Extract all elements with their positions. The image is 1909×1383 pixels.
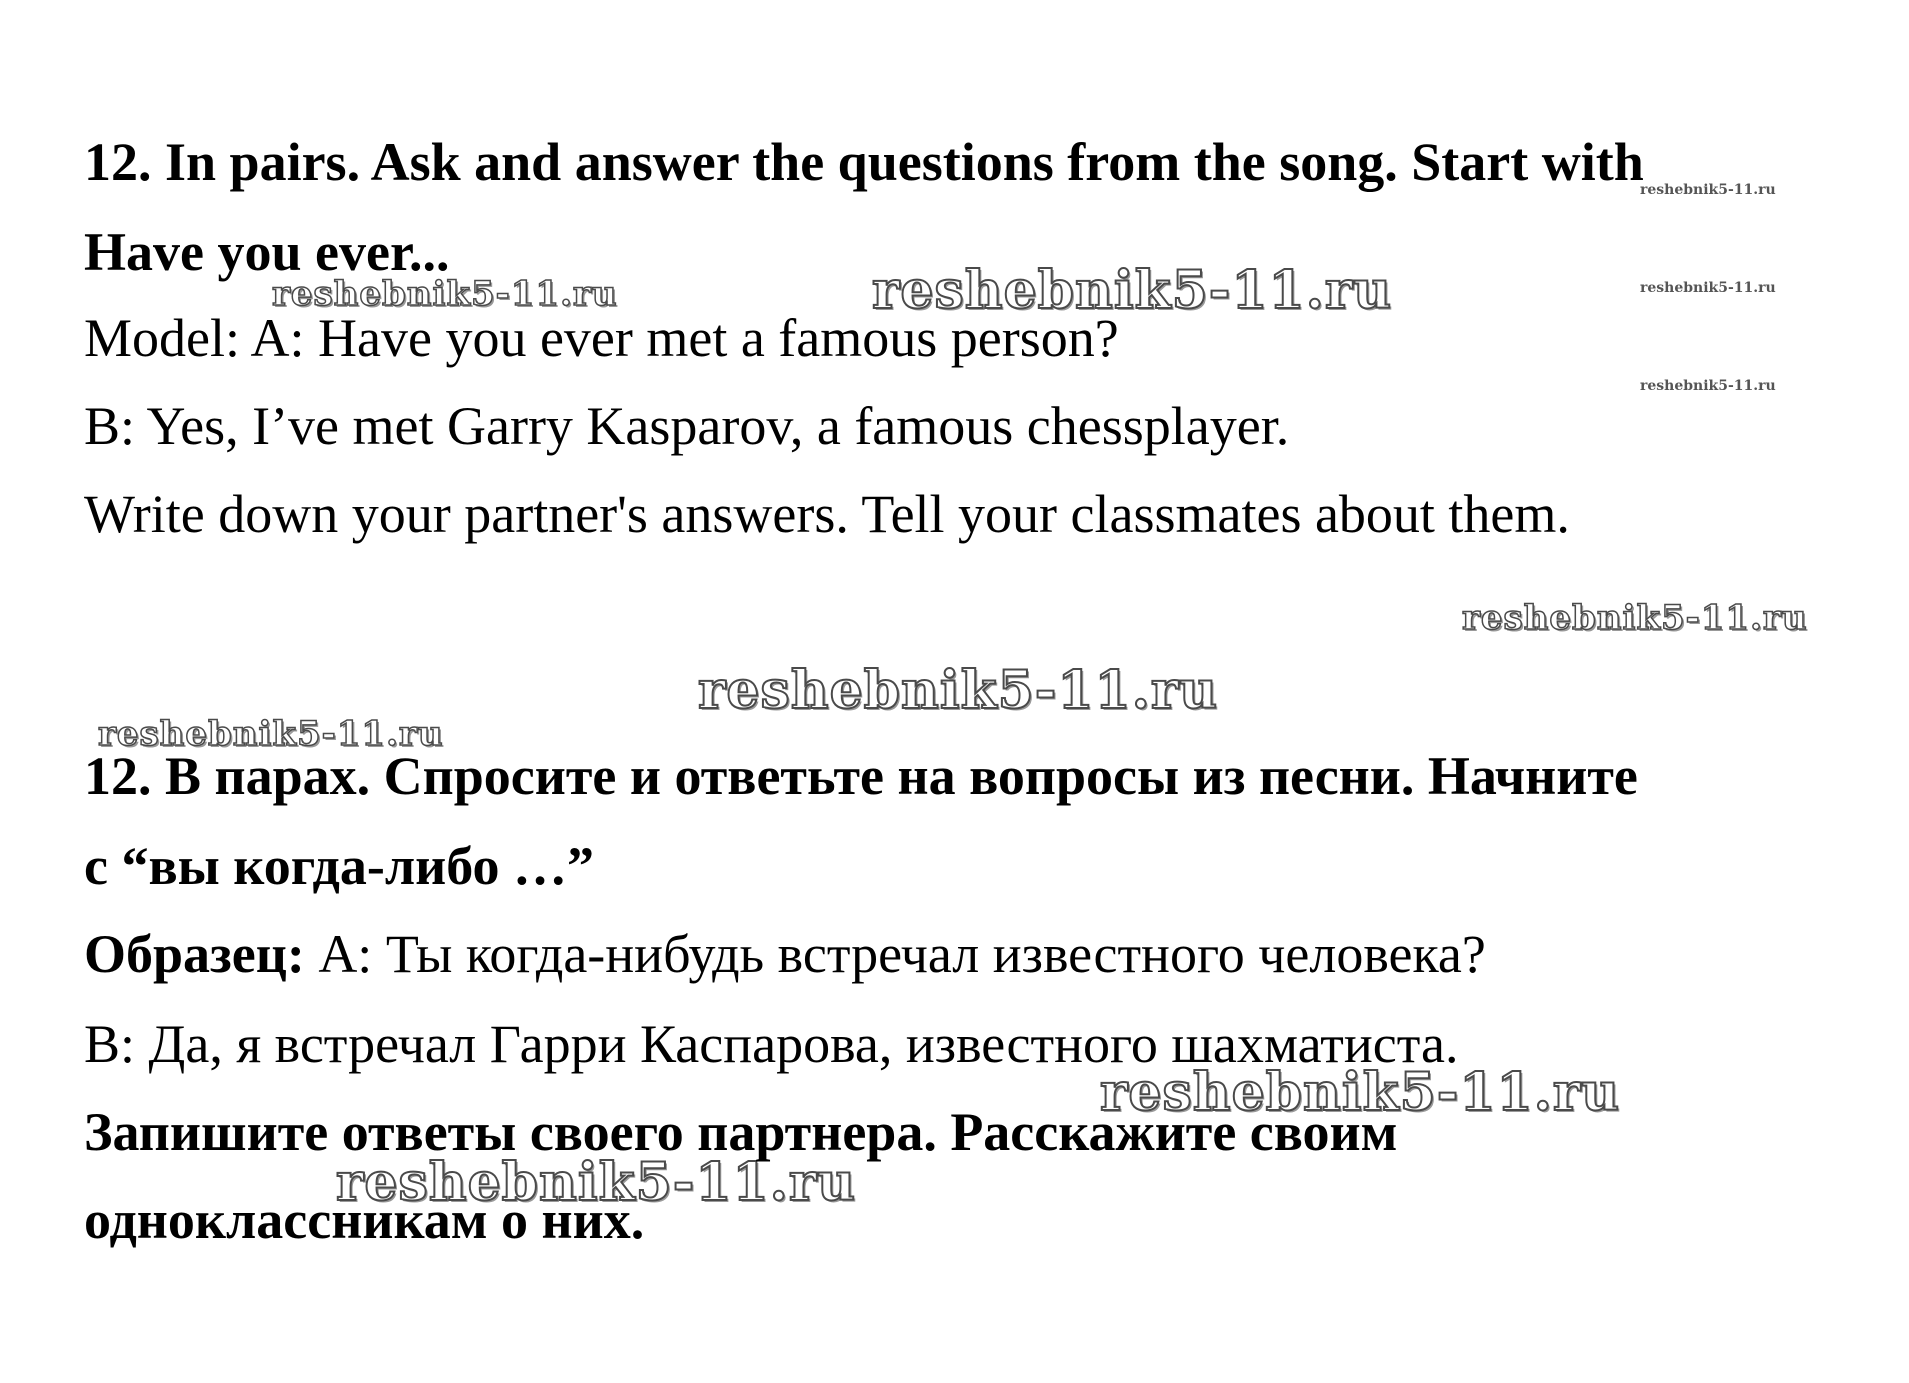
english-task-heading-line1: 12. In pairs. Ask and answer the questions from the song. Start with <box>84 132 1644 192</box>
watermark-7: reshebnik5-11.ru <box>1100 1062 1621 1123</box>
russian-instruction-line1: Запишите ответы своего партнера. Расскажите своим <box>84 1102 1398 1162</box>
english-answer-line: B: Yes, I’ve met Garry Kasparov, a famous chessplayer. <box>84 396 1290 456</box>
russian-instruction-line2: одноклассникам о них. <box>84 1190 645 1250</box>
watermark-2: reshebnik5-11.ru <box>272 274 618 314</box>
russian-task-heading-line1: 12. В парах. Спросите и ответьте на вопросы из песни. Начните <box>84 746 1638 806</box>
watermark-3: reshebnik5-11.ru <box>872 260 1393 321</box>
watermark-small-3: reshebnik5-11.ru <box>1640 378 1776 394</box>
watermark-6: reshebnik5-11.ru <box>98 714 444 754</box>
watermark-small-2: reshebnik5-11.ru <box>1640 280 1776 296</box>
watermark-8: reshebnik5-11.ru <box>336 1152 857 1213</box>
english-task-heading-line2: Have you ever... <box>84 222 450 282</box>
russian-model-text: А: Ты когда-нибудь встречал известного человека? <box>304 924 1486 984</box>
watermark-small-1: reshebnik5-11.ru <box>1640 182 1776 198</box>
russian-task-heading-line2: с “вы когда-либо …” <box>84 836 595 896</box>
english-instruction-line: Write down your partner's answers. Tell your classmates about them. <box>84 484 1570 544</box>
english-model-line: Model: A: Have you ever met a famous person? <box>84 308 1119 368</box>
russian-model-line <box>84 924 1486 984</box>
russian-answer-line: В: Да, я встречал Гарри Каспарова, известного шахматиста. <box>84 1014 1459 1074</box>
russian-model-label: Образец: <box>84 924 305 984</box>
watermark-4: reshebnik5-11.ru <box>1462 598 1808 638</box>
watermark-5: reshebnik5-11.ru <box>698 660 1219 721</box>
